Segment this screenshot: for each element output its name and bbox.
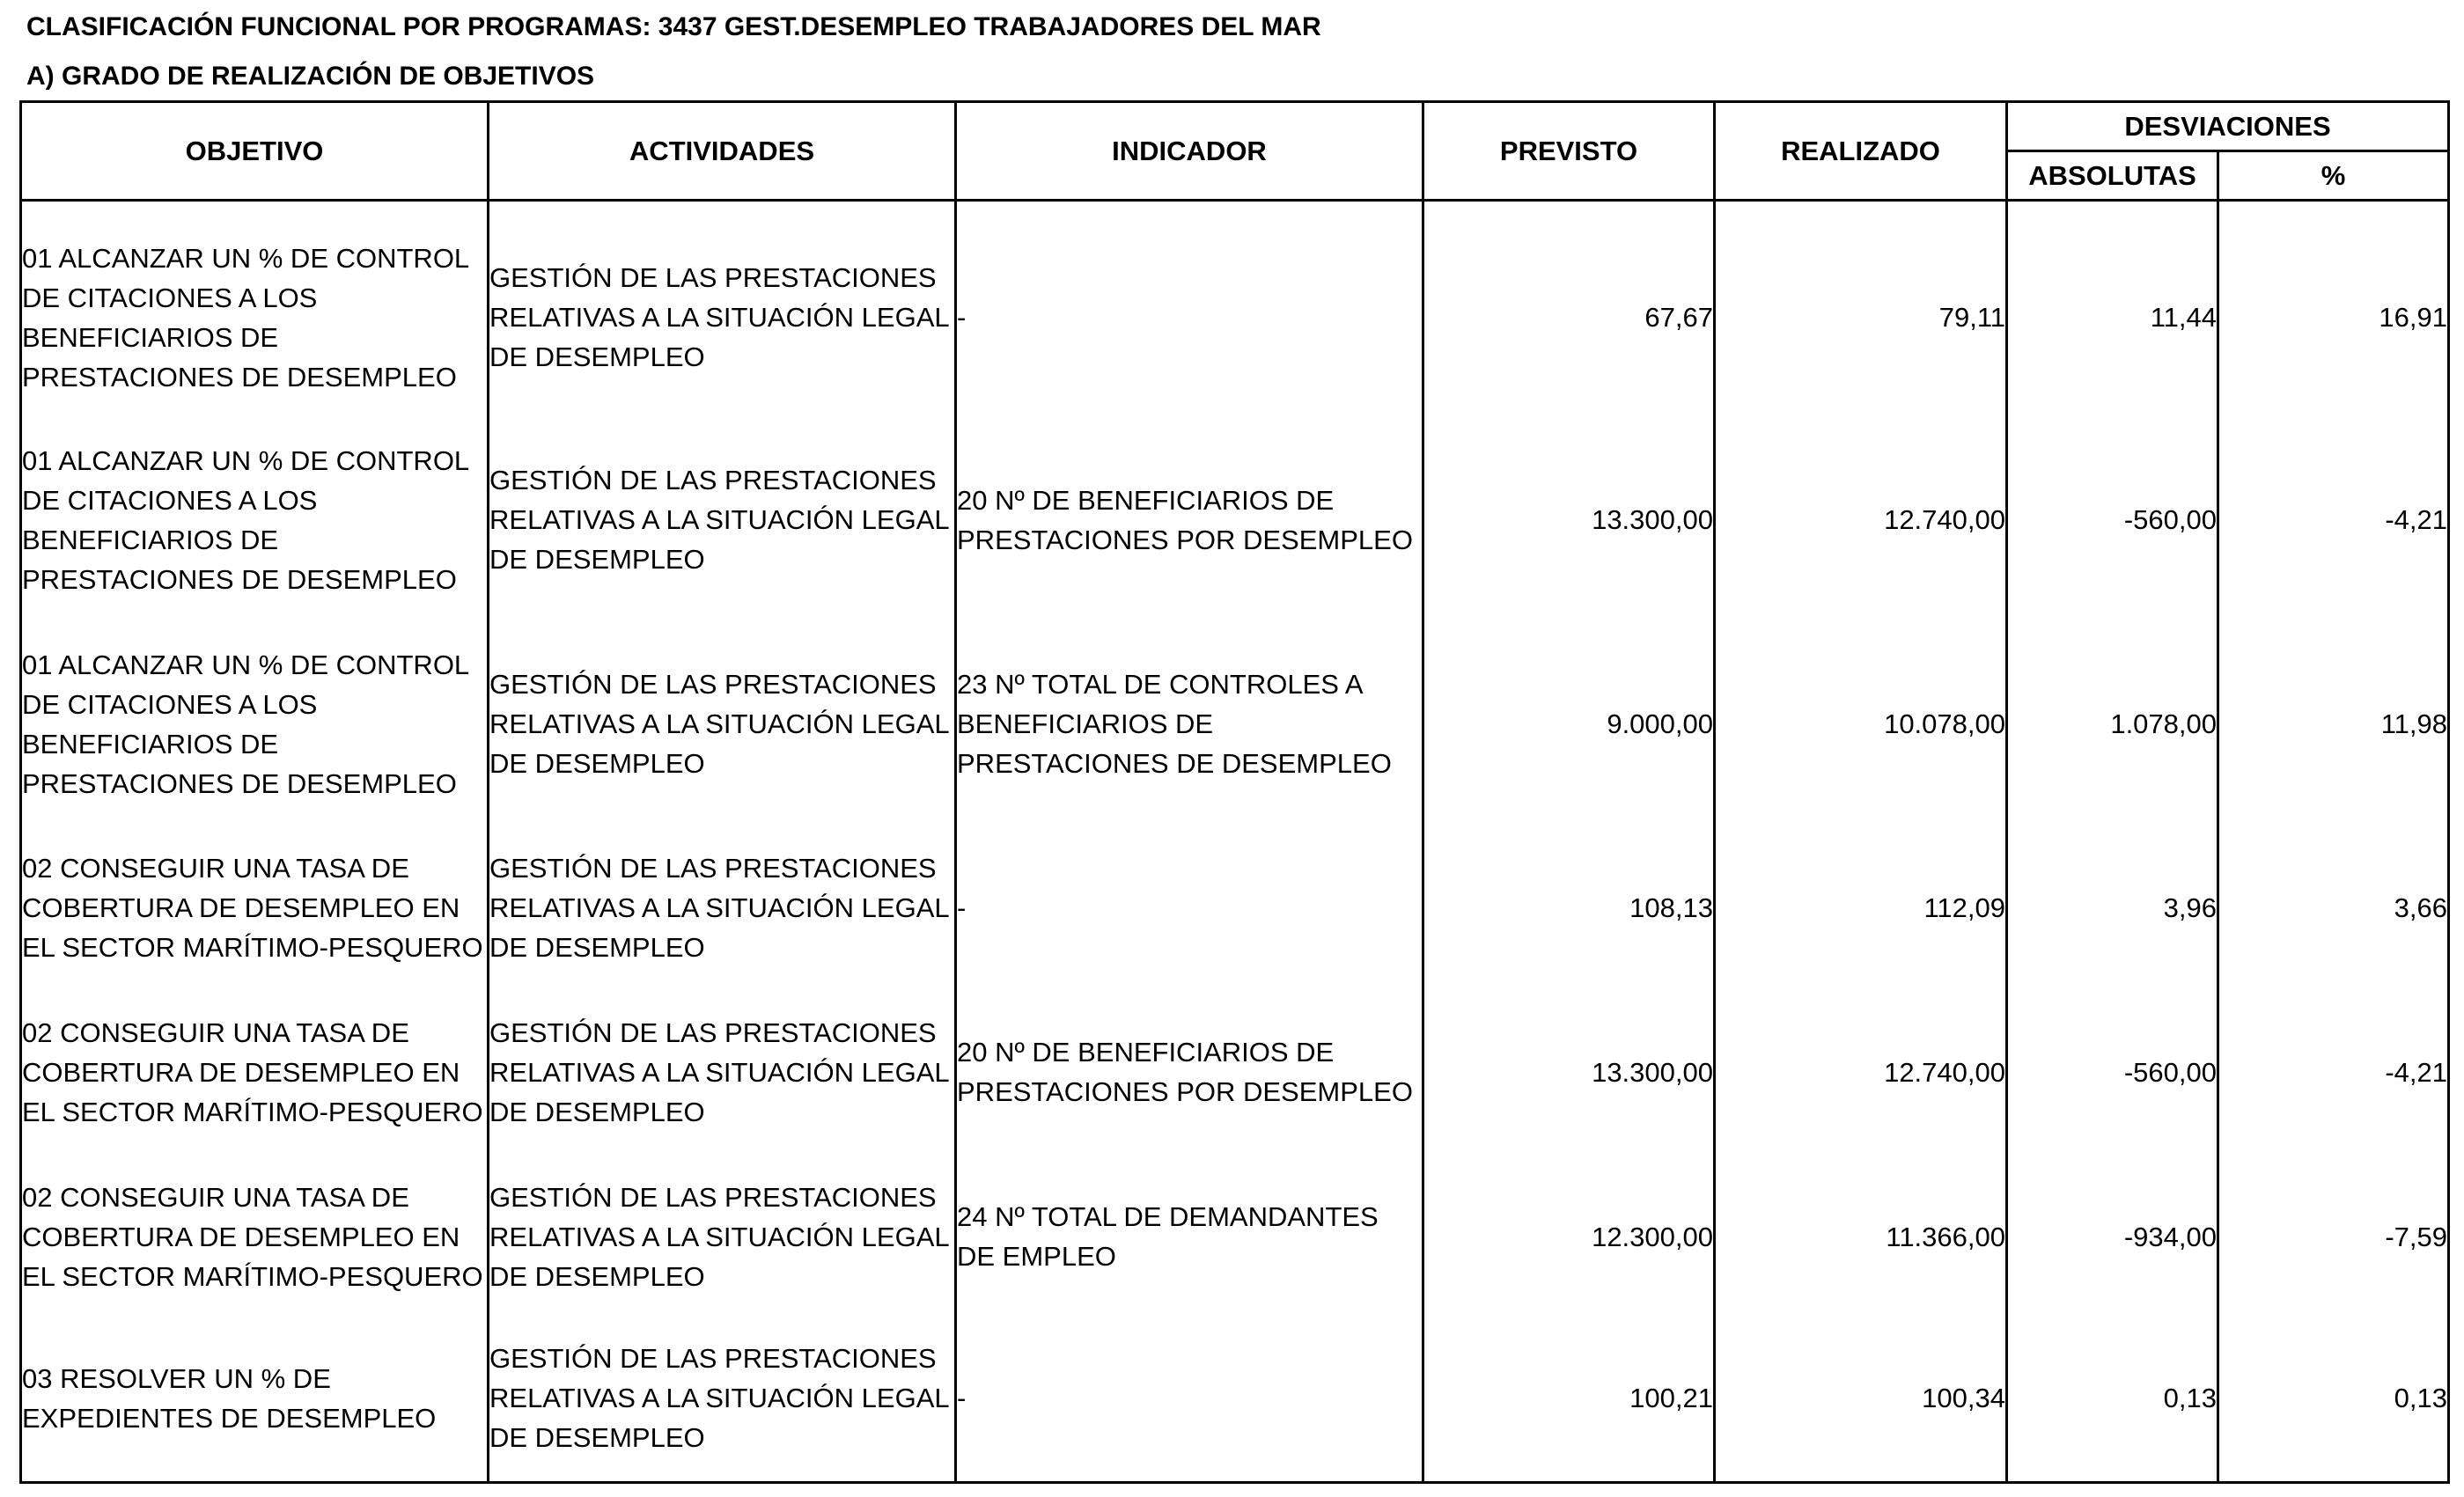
cell-realizado: 79,11 bbox=[1715, 201, 2007, 418]
table-row bbox=[21, 418, 2449, 622]
cell-previsto: 100,21 bbox=[1423, 1319, 1715, 1483]
cell-absolutas: -560,00 bbox=[2007, 990, 2218, 1155]
cell-realizado: 10.078,00 bbox=[1715, 622, 2007, 826]
cell-realizado: 11.366,00 bbox=[1715, 1155, 2007, 1319]
cell-objetivo: 01 ALCANZAR UN % DE CONTROL DE CITACIONES A LOS BENEFICIARIOS DE PRESTACIONES DE DESEMPLEO bbox=[21, 201, 489, 418]
cell-porcentaje: -7,59 bbox=[2218, 1155, 2449, 1319]
cell-indicador: 23 Nº TOTAL DE CONTROLES A BENEFICIARIOS DE PRESTACIONES DE DESEMPLEO bbox=[956, 622, 1423, 826]
cell-realizado: 112,09 bbox=[1715, 826, 2007, 990]
cell-realizado: 12.740,00 bbox=[1715, 418, 2007, 622]
cell-porcentaje: -4,21 bbox=[2218, 418, 2449, 622]
cell-objetivo: 03 RESOLVER UN % DE EXPEDIENTES DE DESEMPLEO bbox=[21, 1319, 489, 1483]
cell-actividades: GESTIÓN DE LAS PRESTACIONES RELATIVAS A LA SITUACIÓN LEGAL DE DESEMPLEO bbox=[489, 418, 956, 622]
header-realizado: REALIZADO bbox=[1715, 102, 2007, 201]
cell-porcentaje: 0,13 bbox=[2218, 1319, 2449, 1483]
header-objetivo: OBJETIVO bbox=[21, 102, 489, 201]
table-row bbox=[21, 622, 2449, 826]
table-header bbox=[21, 102, 2449, 201]
cell-porcentaje: 16,91 bbox=[2218, 201, 2449, 418]
cell-previsto: 9.000,00 bbox=[1423, 622, 1715, 826]
header-absolutas: ABSOLUTAS bbox=[2007, 151, 2218, 201]
cell-indicador: 20 Nº DE BENEFICIARIOS DE PRESTACIONES POR DESEMPLEO bbox=[956, 418, 1423, 622]
cell-actividades: GESTIÓN DE LAS PRESTACIONES RELATIVAS A LA SITUACIÓN LEGAL DE DESEMPLEO bbox=[489, 1319, 956, 1483]
document-title: CLASIFICACIÓN FUNCIONAL POR PROGRAMAS: 3437 GEST.DESEMPLEO TRABAJADORES DEL MAR bbox=[26, 12, 1321, 41]
cell-indicador: 20 Nº DE BENEFICIARIOS DE PRESTACIONES POR DESEMPLEO bbox=[956, 990, 1423, 1155]
cell-realizado: 12.740,00 bbox=[1715, 990, 2007, 1155]
cell-absolutas: -934,00 bbox=[2007, 1155, 2218, 1319]
cell-actividades: GESTIÓN DE LAS PRESTACIONES RELATIVAS A LA SITUACIÓN LEGAL DE DESEMPLEO bbox=[489, 1155, 956, 1319]
cell-absolutas: -560,00 bbox=[2007, 418, 2218, 622]
cell-porcentaje: -4,21 bbox=[2218, 990, 2449, 1155]
cell-actividades: GESTIÓN DE LAS PRESTACIONES RELATIVAS A LA SITUACIÓN LEGAL DE DESEMPLEO bbox=[489, 622, 956, 826]
cell-indicador: - bbox=[956, 201, 1423, 418]
cell-actividades: GESTIÓN DE LAS PRESTACIONES RELATIVAS A LA SITUACIÓN LEGAL DE DESEMPLEO bbox=[489, 826, 956, 990]
table-body bbox=[21, 201, 2449, 1483]
cell-previsto: 67,67 bbox=[1423, 201, 1715, 418]
cell-absolutas: 1.078,00 bbox=[2007, 622, 2218, 826]
header-porcentaje: % bbox=[2218, 151, 2449, 201]
header-previsto: PREVISTO bbox=[1423, 102, 1715, 201]
table-row bbox=[21, 1319, 2449, 1483]
table-row bbox=[21, 201, 2449, 418]
cell-previsto: 13.300,00 bbox=[1423, 990, 1715, 1155]
cell-realizado: 100,34 bbox=[1715, 1319, 2007, 1483]
cell-porcentaje: 3,66 bbox=[2218, 826, 2449, 990]
objectives-table bbox=[19, 100, 2450, 1484]
cell-actividades: GESTIÓN DE LAS PRESTACIONES RELATIVAS A LA SITUACIÓN LEGAL DE DESEMPLEO bbox=[489, 990, 956, 1155]
cell-objetivo: 01 ALCANZAR UN % DE CONTROL DE CITACIONES A LOS BENEFICIARIOS DE PRESTACIONES DE DESEMPLEO bbox=[21, 418, 489, 622]
cell-absolutas: 3,96 bbox=[2007, 826, 2218, 990]
cell-indicador: - bbox=[956, 826, 1423, 990]
cell-indicador: - bbox=[956, 1319, 1423, 1483]
header-actividades: ACTIVIDADES bbox=[489, 102, 956, 201]
cell-absolutas: 0,13 bbox=[2007, 1319, 2218, 1483]
cell-absolutas: 11,44 bbox=[2007, 201, 2218, 418]
header-desviaciones: DESVIACIONES bbox=[2007, 102, 2449, 151]
cell-porcentaje: 11,98 bbox=[2218, 622, 2449, 826]
table-row bbox=[21, 826, 2449, 990]
cell-objetivo: 02 CONSEGUIR UNA TASA DE COBERTURA DE DESEMPLEO EN EL SECTOR MARÍTIMO-PESQUERO bbox=[21, 826, 489, 990]
cell-objetivo: 01 ALCANZAR UN % DE CONTROL DE CITACIONES A LOS BENEFICIARIOS DE PRESTACIONES DE DESEMPLEO bbox=[21, 622, 489, 826]
cell-previsto: 108,13 bbox=[1423, 826, 1715, 990]
table-row bbox=[21, 1155, 2449, 1319]
header-indicador: INDICADOR bbox=[956, 102, 1423, 201]
cell-actividades: GESTIÓN DE LAS PRESTACIONES RELATIVAS A LA SITUACIÓN LEGAL DE DESEMPLEO bbox=[489, 201, 956, 418]
cell-previsto: 13.300,00 bbox=[1423, 418, 1715, 622]
cell-indicador: 24 Nº TOTAL DE DEMANDANTES DE EMPLEO bbox=[956, 1155, 1423, 1319]
section-title: A) GRADO DE REALIZACIÓN DE OBJETIVOS bbox=[26, 62, 595, 91]
cell-objetivo: 02 CONSEGUIR UNA TASA DE COBERTURA DE DESEMPLEO EN EL SECTOR MARÍTIMO-PESQUERO bbox=[21, 990, 489, 1155]
cell-previsto: 12.300,00 bbox=[1423, 1155, 1715, 1319]
table-row bbox=[21, 990, 2449, 1155]
cell-objetivo: 02 CONSEGUIR UNA TASA DE COBERTURA DE DESEMPLEO EN EL SECTOR MARÍTIMO-PESQUERO bbox=[21, 1155, 489, 1319]
